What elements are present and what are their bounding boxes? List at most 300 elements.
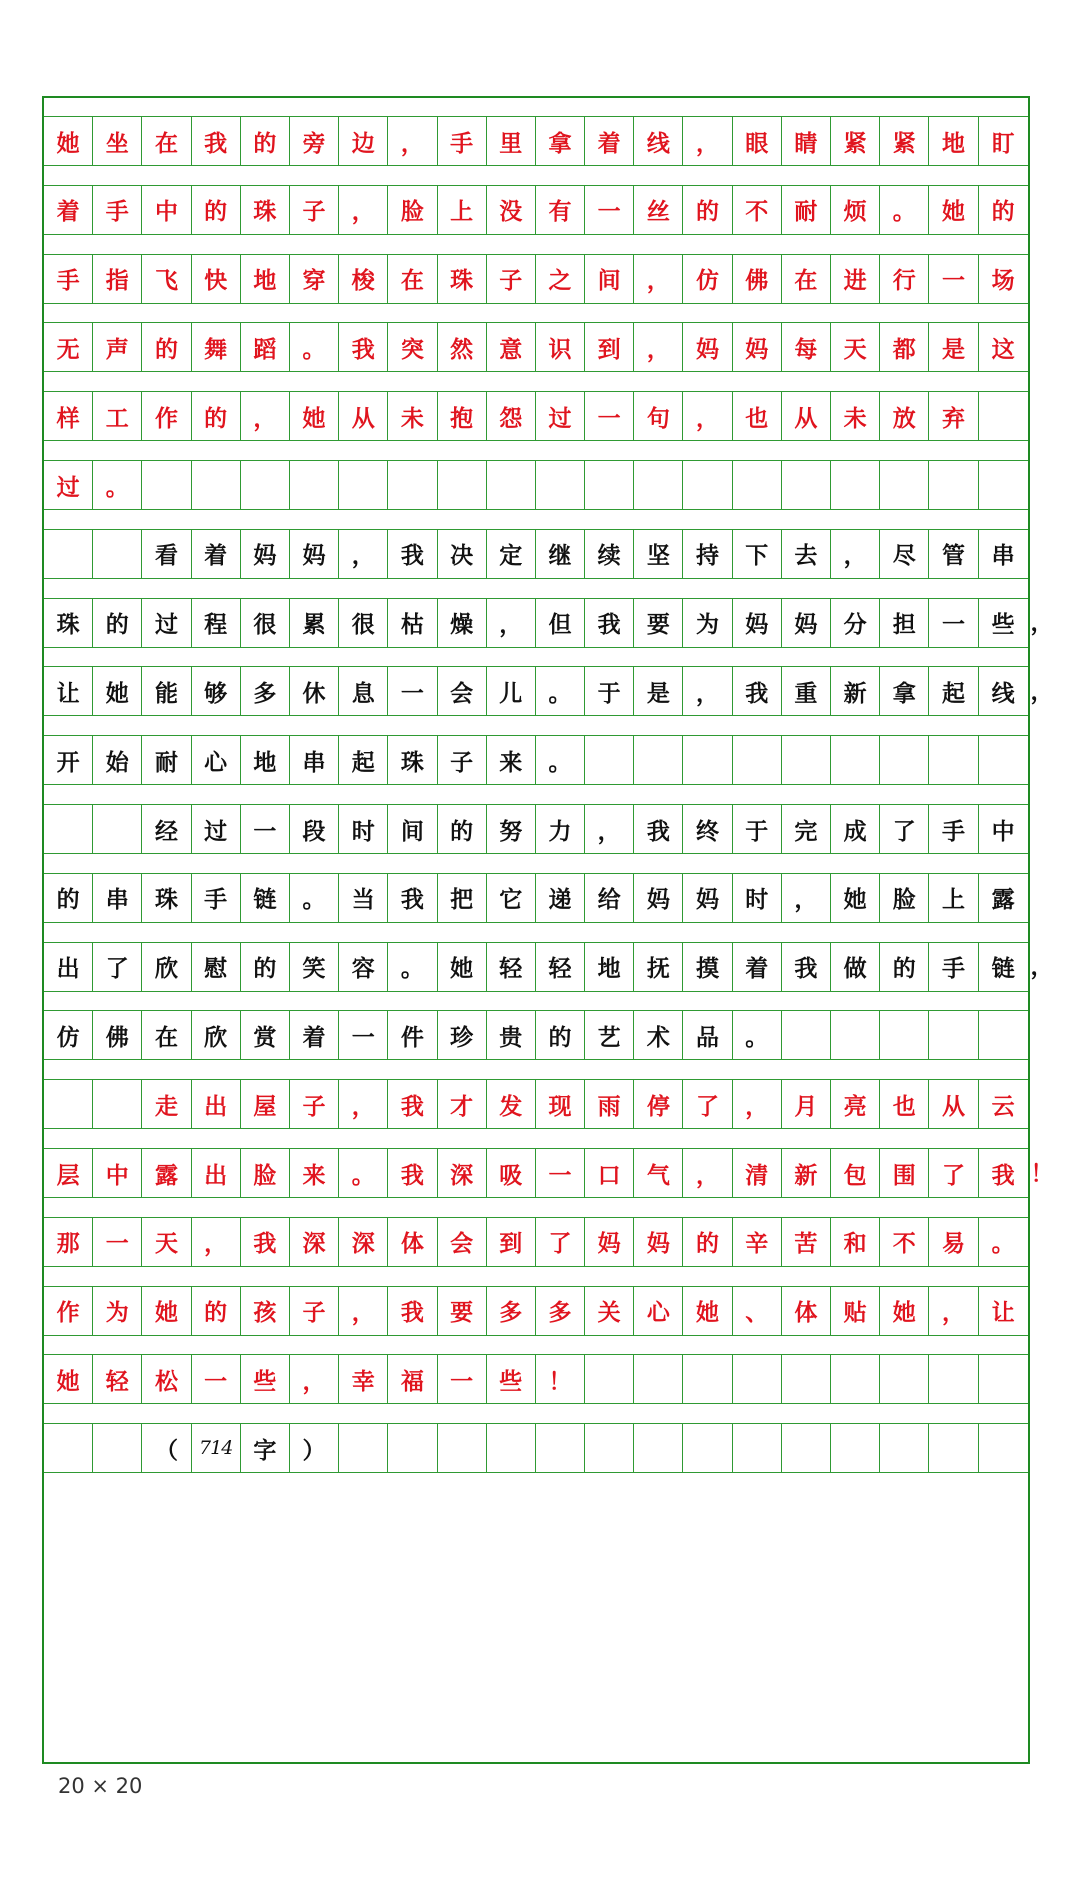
grid-cell: ， (487, 598, 536, 648)
grid-cell: 耐 (782, 185, 831, 235)
grid-cell: 易 (929, 1217, 978, 1267)
grid-cell: 的 (979, 185, 1028, 235)
grid-cell (536, 1423, 585, 1473)
grid-cell: 多 (487, 1286, 536, 1336)
grid-cell: 一 (536, 1148, 585, 1198)
grid-cell: 幸 (339, 1354, 388, 1404)
grid-cell: 着 (290, 1010, 339, 1060)
grid-cell: 也 (880, 1079, 929, 1129)
grid-cell: （ (142, 1423, 191, 1473)
grid-cell: 着 (44, 185, 93, 235)
grid-cell: 她 (438, 942, 487, 992)
grid-cell: 。 (388, 942, 437, 992)
grid-cell: 了 (536, 1217, 585, 1267)
grid-cell: 休 (290, 666, 339, 716)
grid-cell (683, 1354, 732, 1404)
grid-cell (585, 1354, 634, 1404)
grid-cell: 她 (142, 1286, 191, 1336)
grid-cell: 我 (634, 804, 683, 854)
grid-row (44, 598, 1028, 648)
grid-cell: 未 (831, 391, 880, 441)
grid-cell (979, 1354, 1028, 1404)
grid-cell: 手 (929, 804, 978, 854)
overflow-punctuation: ！ (1030, 1159, 1054, 1187)
grid-cell: 句 (634, 391, 683, 441)
grid-cell: 、 (733, 1286, 782, 1336)
overflow-punctuation: ， (1030, 609, 1054, 637)
grid-cell (93, 529, 142, 579)
grid-cell: 赏 (241, 1010, 290, 1060)
grid-cell: 仿 (683, 254, 732, 304)
grid-cell: 露 (142, 1148, 191, 1198)
grid-row (44, 1148, 1028, 1198)
grid-cell: 出 (192, 1148, 241, 1198)
grid-cell: 时 (733, 873, 782, 923)
grid-cell: 妈 (634, 1217, 683, 1267)
grid-row (44, 529, 1028, 579)
grid-cell: 天 (142, 1217, 191, 1267)
grid-cell: 新 (831, 666, 880, 716)
grid-row (44, 804, 1028, 854)
grid-cell (831, 460, 880, 510)
grid-cell: 持 (683, 529, 732, 579)
grid-cell (536, 460, 585, 510)
grid-cell: 努 (487, 804, 536, 854)
grid-cell: 线 (634, 116, 683, 166)
grid-cell: 新 (782, 1148, 831, 1198)
grid-cell: 妈 (782, 598, 831, 648)
grid-cell: 了 (683, 1079, 732, 1129)
grid-cell: 脸 (880, 873, 929, 923)
grid-cell: ， (339, 185, 388, 235)
grid-cell: 地 (929, 116, 978, 166)
grid-cell: 燥 (438, 598, 487, 648)
grid-cell: 的 (93, 598, 142, 648)
grid-cell: 时 (339, 804, 388, 854)
grid-cell: 她 (44, 1354, 93, 1404)
grid-cell (733, 1354, 782, 1404)
grid-cell: 段 (290, 804, 339, 854)
grid-cell: 佛 (93, 1010, 142, 1060)
grid-cell: 苦 (782, 1217, 831, 1267)
grid-cell: 地 (585, 942, 634, 992)
grid-row (44, 460, 1028, 510)
grid-cell: 程 (192, 598, 241, 648)
grid-cell: ， (634, 322, 683, 372)
grid-cell: 容 (339, 942, 388, 992)
grid-cell (683, 735, 732, 785)
grid-cell: 上 (438, 185, 487, 235)
grid-cell: 妈 (241, 529, 290, 579)
grid-cell: 现 (536, 1079, 585, 1129)
grid-cell: 耐 (142, 735, 191, 785)
grid-cell: 作 (142, 391, 191, 441)
grid-cell: 看 (142, 529, 191, 579)
grid-cell (782, 1010, 831, 1060)
grid-cell: 一 (388, 666, 437, 716)
grid-cell: ， (290, 1354, 339, 1404)
grid-row (44, 116, 1028, 166)
grid-cell: 终 (683, 804, 732, 854)
grid-cell: 我 (339, 322, 388, 372)
grid-cell: 多 (241, 666, 290, 716)
grid-cell: 蹈 (241, 322, 290, 372)
grid-cell: 轻 (93, 1354, 142, 1404)
overflow-punctuation: ， (1030, 677, 1054, 705)
grid-cell: 妈 (585, 1217, 634, 1267)
grid-cell: 是 (634, 666, 683, 716)
grid-cell (880, 735, 929, 785)
grid-cell: 烦 (831, 185, 880, 235)
grid-cell (634, 460, 683, 510)
grid-cell: 间 (388, 804, 437, 854)
grid-cell: ， (782, 873, 831, 923)
grid-cell: 场 (979, 254, 1028, 304)
grid-cell: 到 (487, 1217, 536, 1267)
grid-cell: ， (929, 1286, 978, 1336)
grid-cell: ， (683, 666, 732, 716)
grid-cell: 放 (880, 391, 929, 441)
grid-cell: 深 (339, 1217, 388, 1267)
grid-cell: 欣 (192, 1010, 241, 1060)
grid-row (44, 1354, 1028, 1404)
grid-cell: 在 (142, 116, 191, 166)
grid-cell: 不 (880, 1217, 929, 1267)
grid-cell (438, 1423, 487, 1473)
grid-cell: 起 (929, 666, 978, 716)
grid-cell: 一 (438, 1354, 487, 1404)
grid-cell: 一 (93, 1217, 142, 1267)
grid-cell: 一 (929, 254, 978, 304)
grid-cell: 欣 (142, 942, 191, 992)
grid-cell: 珠 (438, 254, 487, 304)
grid-row (44, 735, 1028, 785)
grid-cell: 去 (782, 529, 831, 579)
grid-cell: 我 (192, 116, 241, 166)
grid-cell (782, 735, 831, 785)
grid-cell: 递 (536, 873, 585, 923)
grid-cell: ！ (536, 1354, 585, 1404)
grid-cell: 的 (192, 391, 241, 441)
grid-row (44, 1217, 1028, 1267)
grid-cell: 手 (438, 116, 487, 166)
grid-cell: 要 (438, 1286, 487, 1336)
grid-cell (929, 1354, 978, 1404)
grid-cell: ， (388, 116, 437, 166)
grid-row (44, 254, 1028, 304)
grid-cell: 间 (585, 254, 634, 304)
grid-cell: 发 (487, 1079, 536, 1129)
grid-cell (929, 460, 978, 510)
grid-cell: 摸 (683, 942, 732, 992)
grid-cell: 当 (339, 873, 388, 923)
grid-cell: 我 (388, 873, 437, 923)
grid-cell: 一 (929, 598, 978, 648)
grid-cell: 露 (979, 873, 1028, 923)
grid-cell: 深 (438, 1148, 487, 1198)
grid-cell: 过 (536, 391, 585, 441)
grid-cell: 她 (929, 185, 978, 235)
grid-cell: 件 (388, 1010, 437, 1060)
grid-cell: ， (683, 116, 732, 166)
grid-cell: 的 (880, 942, 929, 992)
grid-cell: 心 (192, 735, 241, 785)
grid-cell (880, 460, 929, 510)
grid-row (44, 666, 1028, 716)
grid-cell (831, 1010, 880, 1060)
grid-cell: 把 (438, 873, 487, 923)
grid-row (44, 1423, 1028, 1473)
grid-cell: 链 (979, 942, 1028, 992)
grid-row (44, 942, 1028, 992)
grid-cell: ， (683, 391, 732, 441)
grid-cell: 术 (634, 1010, 683, 1060)
grid-cell: 她 (44, 116, 93, 166)
grid-cell: 会 (438, 1217, 487, 1267)
grid-cell (44, 1079, 93, 1129)
grid-cell: 为 (93, 1286, 142, 1336)
grid-cell: 我 (388, 529, 437, 579)
grid-cell: 指 (93, 254, 142, 304)
grid-cell: 云 (979, 1079, 1028, 1129)
grid-cell: 妈 (733, 598, 782, 648)
grid-cell: 上 (929, 873, 978, 923)
grid-cell (979, 735, 1028, 785)
grid-cell (880, 1354, 929, 1404)
grid-cell: 的 (683, 1217, 732, 1267)
grid-cell: 息 (339, 666, 388, 716)
grid-cell: 的 (192, 185, 241, 235)
grid-cell: 链 (241, 873, 290, 923)
grid-cell: 能 (142, 666, 191, 716)
grid-cell (290, 460, 339, 510)
grid-cell: 些 (487, 1354, 536, 1404)
grid-cell: 。 (979, 1217, 1028, 1267)
grid-cell: 给 (585, 873, 634, 923)
grid-cell: 过 (192, 804, 241, 854)
grid-cell: 作 (44, 1286, 93, 1336)
grid-cell: 手 (93, 185, 142, 235)
grid-cell: 到 (585, 322, 634, 372)
grid-cell: 未 (388, 391, 437, 441)
grid-cell (979, 460, 1028, 510)
grid-cell: 很 (339, 598, 388, 648)
grid-cell: 妈 (290, 529, 339, 579)
grid-cell (880, 1423, 929, 1473)
grid-cell: 松 (142, 1354, 191, 1404)
grid-cell: 续 (585, 529, 634, 579)
grid-cell: 识 (536, 322, 585, 372)
grid-cell: 妈 (733, 322, 782, 372)
grid-cell: 吸 (487, 1148, 536, 1198)
grid-cell: 层 (44, 1148, 93, 1198)
grid-cell: 贴 (831, 1286, 880, 1336)
grid-cell: 。 (339, 1148, 388, 1198)
grid-cell (634, 735, 683, 785)
grid-cell: 进 (831, 254, 880, 304)
grid-cell: 和 (831, 1217, 880, 1267)
grid-cell: 她 (93, 666, 142, 716)
grid-cell: 心 (634, 1286, 683, 1336)
grid-cell (782, 1354, 831, 1404)
grid-cell: 佛 (733, 254, 782, 304)
grid-cell: 边 (339, 116, 388, 166)
grid-cell: 的 (241, 942, 290, 992)
grid-cell: 。 (880, 185, 929, 235)
grid-cell (782, 460, 831, 510)
grid-row (44, 1079, 1028, 1129)
grid-cell: 会 (438, 666, 487, 716)
grid-cell (831, 1423, 880, 1473)
grid-cell: 贵 (487, 1010, 536, 1060)
grid-cell: 子 (290, 1079, 339, 1129)
grid-cell (979, 1423, 1028, 1473)
grid-cell: 快 (192, 254, 241, 304)
grid-cell: 从 (339, 391, 388, 441)
grid-cell: 紧 (880, 116, 929, 166)
grid-cell: 亮 (831, 1079, 880, 1129)
grid-cell (929, 1010, 978, 1060)
grid-cell: 子 (290, 1286, 339, 1336)
grid-row (44, 322, 1028, 372)
grid-cell: 我 (388, 1286, 437, 1336)
grid-cell: 那 (44, 1217, 93, 1267)
grid-cell: 是 (929, 322, 978, 372)
grid-cell: ， (241, 391, 290, 441)
grid-cell: 辛 (733, 1217, 782, 1267)
grid-cell: 地 (241, 735, 290, 785)
grid-cell (733, 735, 782, 785)
grid-cell: 它 (487, 873, 536, 923)
grid-cell: 不 (733, 185, 782, 235)
grid-cell: 月 (782, 1079, 831, 1129)
grid-cell (44, 804, 93, 854)
grid-size-label: 20 × 20 (58, 1774, 143, 1798)
grid-cell: 的 (192, 1286, 241, 1336)
grid-cell: 枯 (388, 598, 437, 648)
grid-cell: 担 (880, 598, 929, 648)
grid-cell: 些 (979, 598, 1028, 648)
grid-cell: 过 (44, 460, 93, 510)
grid-row (44, 873, 1028, 923)
grid-cell: 串 (979, 529, 1028, 579)
grid-cell: 我 (388, 1148, 437, 1198)
grid-cell: 孩 (241, 1286, 290, 1336)
grid-cell: 一 (585, 185, 634, 235)
grid-cell: 的 (142, 322, 191, 372)
grid-row (44, 391, 1028, 441)
grid-cell: 手 (929, 942, 978, 992)
grid-cell: 弃 (929, 391, 978, 441)
grid-cell: 在 (388, 254, 437, 304)
grid-cell: 妈 (634, 873, 683, 923)
grid-cell: 这 (979, 322, 1028, 372)
grid-cell: 出 (44, 942, 93, 992)
grid-cell: 气 (634, 1148, 683, 1198)
grid-cell: 样 (44, 391, 93, 441)
grid-cell: 福 (388, 1354, 437, 1404)
grid-cell: 的 (683, 185, 732, 235)
grid-cell: 儿 (487, 666, 536, 716)
grid-cell (241, 460, 290, 510)
grid-cell (487, 460, 536, 510)
grid-cell: 她 (683, 1286, 732, 1336)
grid-cell: 了 (93, 942, 142, 992)
grid-cell: 着 (192, 529, 241, 579)
grid-cell: 。 (290, 322, 339, 372)
grid-cell: 地 (241, 254, 290, 304)
grid-cell: 然 (438, 322, 487, 372)
grid-cell: 舞 (192, 322, 241, 372)
grid-cell: 了 (929, 1148, 978, 1198)
grid-cell: 在 (782, 254, 831, 304)
grid-cell: ， (634, 254, 683, 304)
grid-cell (585, 735, 634, 785)
grid-cell: 一 (585, 391, 634, 441)
grid-cell (585, 1423, 634, 1473)
grid-cell: 盯 (979, 116, 1028, 166)
grid-cell: 珠 (142, 873, 191, 923)
grid-cell: 手 (44, 254, 93, 304)
grid-cell: 我 (782, 942, 831, 992)
grid-cell: ， (339, 529, 388, 579)
grid-cell: 成 (831, 804, 880, 854)
grid-cell: 之 (536, 254, 585, 304)
grid-cell: 屋 (241, 1079, 290, 1129)
grid-cell: 决 (438, 529, 487, 579)
grid-cell: 我 (979, 1148, 1028, 1198)
grid-row (44, 1010, 1028, 1060)
grid-row (44, 1286, 1028, 1336)
grid-cell: 轻 (536, 942, 585, 992)
grid-cell (585, 460, 634, 510)
grid-cell: 714 (192, 1423, 241, 1473)
grid-cell: ） (290, 1423, 339, 1473)
grid-cell: 她 (831, 873, 880, 923)
grid-cell: 线 (979, 666, 1028, 716)
grid-cell: 关 (585, 1286, 634, 1336)
grid-cell: 完 (782, 804, 831, 854)
grid-cell: 我 (388, 1079, 437, 1129)
grid-cell: ， (192, 1217, 241, 1267)
grid-cell (733, 460, 782, 510)
grid-cell: 串 (93, 873, 142, 923)
grid-cell: 抚 (634, 942, 683, 992)
grid-cell: 一 (241, 804, 290, 854)
grid-cell: 做 (831, 942, 880, 992)
grid-cell: ， (733, 1079, 782, 1129)
grid-cell: 定 (487, 529, 536, 579)
grid-cell: 才 (438, 1079, 487, 1129)
grid-row (44, 185, 1028, 235)
grid-cell: 。 (536, 666, 585, 716)
grid-cell: 口 (585, 1148, 634, 1198)
grid-cell: 坚 (634, 529, 683, 579)
grid-cell: 行 (880, 254, 929, 304)
composition-grid-sheet (42, 96, 1030, 1764)
grid-cell: 很 (241, 598, 290, 648)
grid-cell: 子 (438, 735, 487, 785)
grid-cell: 里 (487, 116, 536, 166)
grid-cell: 脸 (388, 185, 437, 235)
grid-cell: 开 (44, 735, 93, 785)
grid-cell: 坐 (93, 116, 142, 166)
grid-cell: 珠 (388, 735, 437, 785)
grid-cell: 在 (142, 1010, 191, 1060)
grid-cell (880, 1010, 929, 1060)
grid-cell: 出 (192, 1079, 241, 1129)
grid-cell: 深 (290, 1217, 339, 1267)
